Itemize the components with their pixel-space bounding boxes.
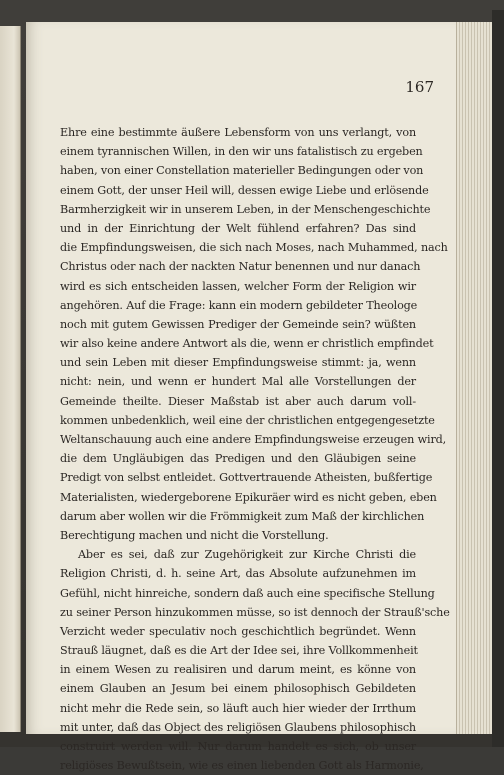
text-line: darum aber wollen wir die Frömmigkeit zum Maß der kirchlichen — [60, 509, 425, 523]
text-line: wir also keine andere Antwort als die, wenn er christlich empfindet — [60, 337, 434, 351]
text-line: religiöses Bewußtsein, wie es einen liebenden Gott als Harmonie, — [60, 759, 424, 773]
text-line: haben, von einer Constellation materieller Bedingungen oder von — [60, 164, 424, 178]
text-line: Strauß läugnet, daß es die Art der Idee sei, ihre Vollkommenheit — [60, 644, 418, 658]
text-line: Predigt von selbst entleidet. Gottvertrauende Atheisten, bußfertige — [60, 471, 433, 485]
text-line: nicht mehr die Rede sein, so läuft auch hier wieder der Irrthum — [60, 701, 416, 715]
book-page — [26, 22, 456, 773]
text-line: die Empfindungsweisen, die sich nach Moses, nach Muhammed, nach — [60, 241, 448, 255]
text-line: Berechtigung machen und nicht die Vorstellung. — [60, 528, 329, 542]
book-cover-edge — [492, 10, 504, 747]
text-line: Weltanschauung auch eine andere Empfindungsweise erzeugen wird, — [60, 433, 447, 446]
text-line: Christus oder nach der nackten Natur benennen und nur danach — [60, 260, 421, 274]
text-line: Ehre eine bestimmte äußere Lebensform von uns verlangt, von — [60, 126, 416, 139]
text-line: einem Gott, der unser Heil will, dessen ewige Liebe und erlösende — [60, 183, 429, 197]
text-line: einem tyrannischen Willen, in den wir uns fatalistisch zu ergeben — [60, 145, 423, 159]
text-line: Religion Christi, d. h. seine Art, das Absolute aufzunehmen im — [60, 567, 416, 581]
text-line: Barmherzigkeit wir in unserem Leben, in der Menschengeschichte — [60, 202, 431, 216]
text-line: Verzicht weder speculativ noch geschichtlich begründet. Wenn — [60, 624, 416, 638]
text-line: einem Glauben an Jesum bei einem philosophisch Gebildeten — [60, 682, 416, 696]
text-line: wird es sich entscheiden lassen, welcher Form der Religion wir — [60, 279, 416, 293]
text-line: Materialisten, wiedergeborene Epikuräer wird es nicht geben, eben — [60, 490, 437, 504]
text-line: Aber es sei, daß zur Zugehörigkeit zur Kirche Christi die — [78, 548, 416, 562]
text-line: kommen unbedenklich, weil eine der christlichen entgegengesetzte — [60, 413, 435, 427]
text-line: und sein Leben mit dieser Empfindungsweise stimmt: ja, wenn — [60, 356, 416, 370]
previous-page-edge — [0, 26, 21, 732]
text-line: die dem Ungläubigen das Predigen und den Gläubigen seine — [60, 452, 416, 466]
text-line: mit unter, daß das Object des religiösen Glaubens philosophisch — [60, 720, 416, 734]
text-line: und in der Einrichtung der Welt fühlend erfahren? Das sind — [60, 221, 416, 235]
text-line: construirt werden will. Nur darum handelt es sich, ob unser — [60, 740, 416, 753]
text-line: Gemeinde theilte. Dieser Maßstab ist aber auch darum voll- — [60, 394, 416, 408]
page-text — [60, 123, 450, 775]
text-line: angehören. Auf die Frage: kann ein modern gebildeter Theologe — [60, 298, 418, 312]
text-line: noch mit gutem Gewissen Prediger der Gemeinde sein? wüßten — [60, 317, 416, 331]
text-line: Gefühl, nicht hinreiche, sondern daß auch eine specifische Stellung — [60, 586, 435, 600]
text-line: nicht: nein, und wenn er hundert Mal alle Vorstellungen der — [60, 375, 416, 389]
page-number: 167 — [405, 78, 434, 96]
text-line: in einem Wesen zu realisiren und darum meint, es könne von — [60, 663, 416, 677]
text-line: zu seiner Person hinzukommen müsse, so ist dennoch der Strauß'sche — [60, 605, 450, 619]
page-block-edges — [456, 22, 493, 734]
